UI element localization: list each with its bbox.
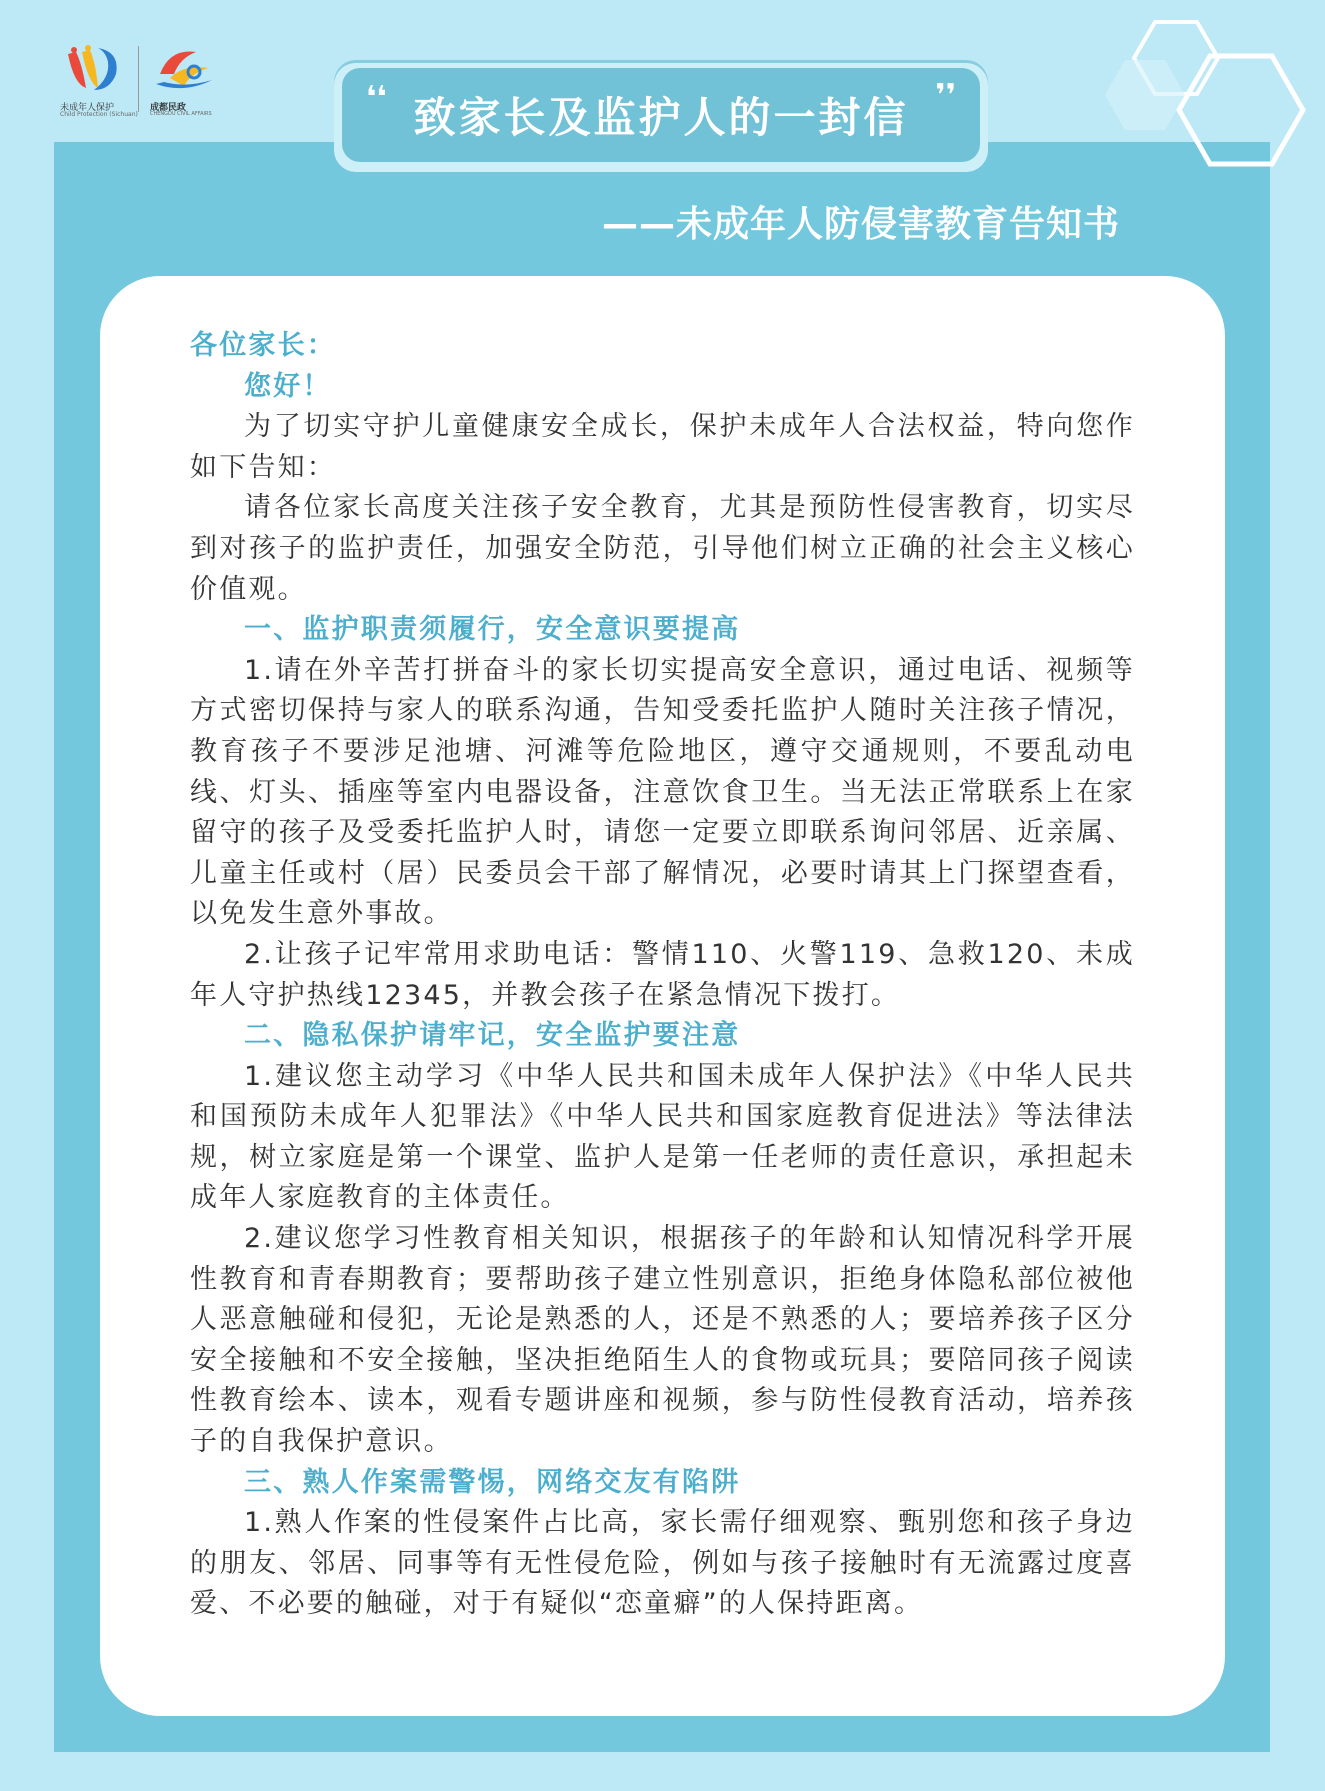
child-protection-logo <box>60 40 138 120</box>
greeting: 您好！ <box>244 370 332 402</box>
section-heading: 一、监护职责须履行，安全意识要提高 <box>244 614 741 646</box>
intro-paragraph: 为了切实守护儿童健康安全成长，保护未成年人合法权益，特向您作如下告知： <box>190 411 1135 483</box>
section-paragraph: 2.建议您学习性教育相关知识，根据孩子的年龄和认知情况科学开展性教育和青春期教育；要帮助孩子建立性别意识，拒绝身体隐私部位被他人恶意触碰和侵犯，无论是熟悉的人，还是不熟悉的人；要培养孩子区分安全接触和不安全接触，坚决拒绝陌生人的食物或玩具；要陪同孩子阅读性教育绘本、读本，观看专题讲座和视频，参与防性侵教育活动，培养孩子的自我保护意识。 <box>190 1223 1135 1458</box>
section-paragraph: 1.建议您主动学习《中华人民共和国未成年人保护法》《中华人民共和国预防未成年人犯罪法》《中华人民共和国家庭教育促进法》等法律法规，树立家庭是第一个课堂、监护人是第一任老师的责任意识，承担起未成年人家庭教育的主体责任。 <box>190 1060 1135 1214</box>
title-banner <box>334 60 988 172</box>
section-heading: 三、熟人作案需警惕，网络交友有陷阱 <box>244 1466 741 1498</box>
title-banner-inner <box>342 68 980 162</box>
hexagon-decoration-icon <box>1085 0 1325 170</box>
logo-group <box>60 40 220 120</box>
section-paragraph: 2.让孩子记牢常用求助电话：警情110、火警119、急救120、未成年人守护热线12345，并教会孩子在紧急情况下拨打。 <box>190 938 1135 1011</box>
child-protection-logo-icon <box>64 44 126 94</box>
page-subtitle: ——未成年人防侵害教育告知书 <box>601 204 1120 245</box>
section-paragraph: 1.请在外辛苦打拼奋斗的家长切实提高安全意识，通过电话、视频等方式密切保持与家人的联系沟通，告知受委托监护人随时关注孩子情况，教育孩子不要涉足池塘、河滩等危险地区，遵守交通规则，不要乱动电线、灯头、插座等室内电器设备，注意饮食卫生。当无法正常联系上在家留守的孩子及受委托监护人时，请您一定要立即联系询问邻居、近亲属、儿童主任或村（居）民委员会干部了解情况，必要时请其上门探望查看，以免发生意外事故。 <box>190 654 1135 930</box>
logo-caption: 未成年人保护 <box>60 103 115 113</box>
open-quote-icon: ❛❛ <box>366 80 387 115</box>
section-heading: 二、隐私保护请牢记，安全监护要注意 <box>244 1020 741 1052</box>
logo-divider <box>138 46 139 112</box>
letter-card <box>100 276 1225 1716</box>
intro-paragraph: 请各位家长高度关注孩子安全教育，尤其是预防性侵害教育，切实尽到对孩子的监护责任，加强安全防范，引导他们树立正确的社会主义核心价值观。 <box>190 492 1135 605</box>
logo-caption: 成都民政 <box>150 103 187 113</box>
page-title: 致家长及监护人的一封信 <box>413 93 909 142</box>
logo-subcaption: Child Protection (Sichuan) <box>60 111 138 118</box>
logo-subcaption: CHENGDU CIVIL AFFAIRS <box>150 111 212 117</box>
close-quote-icon: ❜❜ <box>935 78 956 113</box>
letter-body <box>190 326 1135 1625</box>
chengdu-civil-affairs-logo-icon <box>150 44 216 94</box>
chengdu-civil-affairs-logo <box>146 40 220 120</box>
salutation: 各位家长： <box>190 330 336 361</box>
section-paragraph: 1.熟人作案的性侵案件占比高，家长需仔细观察、甄别您和孩子身边的朋友、邻居、同事等有无性侵危险，例如与孩子接触时有无流露过度喜爱、不必要的触碰，对于有疑似“恋童癖”的人保持距离。 <box>190 1507 1135 1620</box>
